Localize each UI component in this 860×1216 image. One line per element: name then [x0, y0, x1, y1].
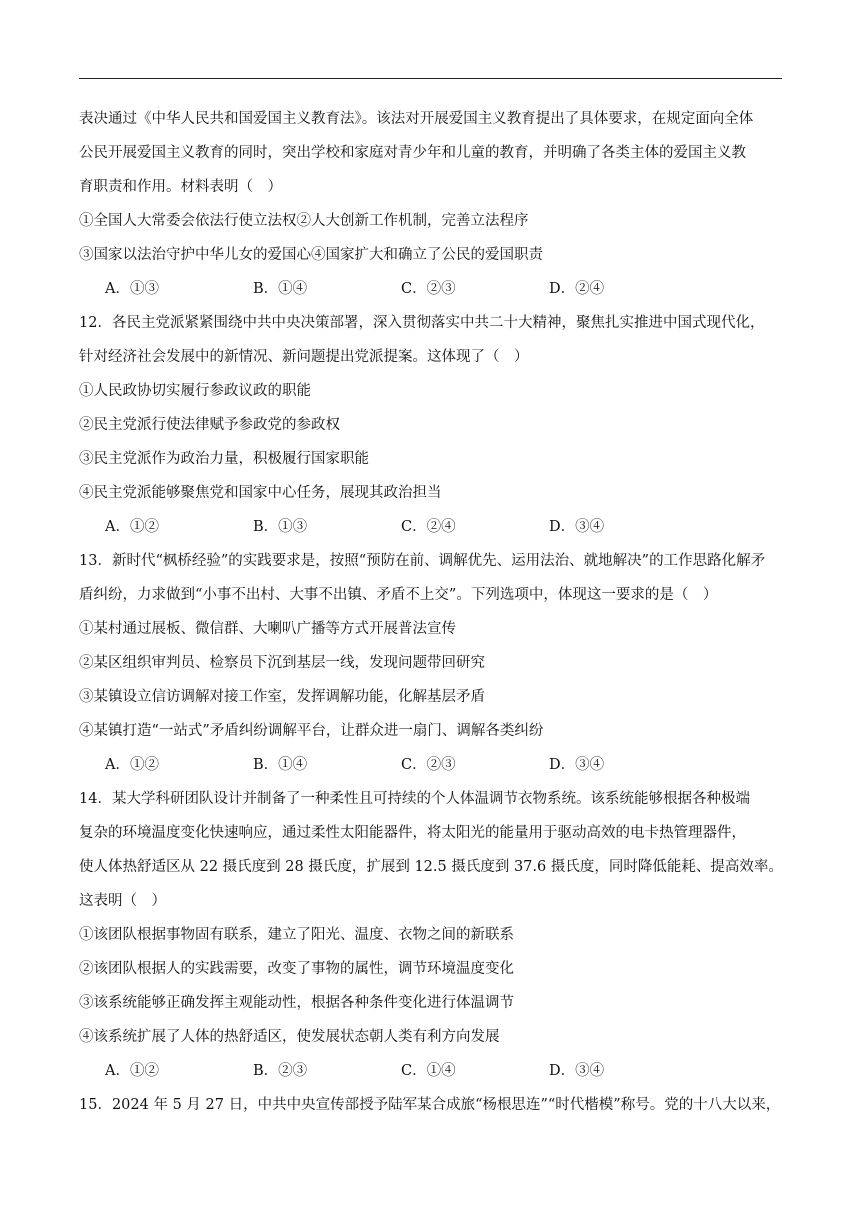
question-11: [79, 102, 784, 306]
question-text-line: 使人体热舒适区从 22 摄氏度到 28 摄氏度，扩展到 12.5 摄氏度到 37.6 摄氏度，同时降低能耗、提高效率。: [79, 859, 783, 875]
option-a: A．①②: [105, 519, 159, 535]
answer-options: [79, 272, 784, 306]
option-b: B．①④: [253, 281, 308, 297]
option-a: A．①③: [105, 281, 159, 297]
option-b: B．②③: [253, 1063, 308, 1079]
statement-line: ②该团队根据人的实践需要，改变了事物的属性，调节环境温度变化: [79, 961, 514, 977]
question-text-line: 针对经济社会发展中的新情况、新问题提出党派提案。这体现了（ ）: [79, 349, 529, 365]
statement-line: ③民主党派作为政治力量，积极履行国家职能: [79, 451, 369, 467]
statement-line: ①该团队根据事物固有联系，建立了阳光、温度、衣物之间的新联系: [79, 927, 514, 943]
question-14: [79, 782, 784, 1088]
statement-line: ③某镇设立信访调解对接工作室，发挥调解功能，化解基层矛盾: [79, 689, 485, 705]
answer-options: [79, 748, 784, 782]
option-c: C．①④: [401, 1063, 456, 1079]
statement-line: ①全国人大常委会依法行使立法权②人大创新工作机制，完善立法程序: [79, 213, 529, 229]
option-a: A．①②: [105, 757, 159, 773]
statement-line: ④该系统扩展了人体的热舒适区，使发展状态朝人类有利方向发展: [79, 1029, 500, 1045]
question-text-line: 育职责和作用。材料表明（ ）: [79, 179, 282, 195]
statement-line: ③国家以法治守护中华儿女的爱国心④国家扩大和确立了公民的爱国职责: [79, 247, 543, 263]
option-c: C．②④: [401, 519, 456, 535]
answer-options: [79, 1054, 784, 1088]
question-15: [79, 1088, 784, 1122]
question-text-line: 12．各民主党派紧紧围绕中共中央决策部署，深入贯彻落实中共二十大精神，聚焦扎实推进中国式现代化，: [79, 315, 765, 331]
answer-options: [79, 510, 784, 544]
statement-line: ④某镇打造“一站式”矛盾纠纷调解平台，让群众进一扇门、调解各类纠纷: [79, 723, 544, 739]
question-text-line: 14．某大学科研团队设计并制备了一种柔性且可持续的个人体温调节衣物系统。该系统能够根据各种极端: [79, 791, 750, 807]
option-b: B．①④: [253, 757, 308, 773]
option-d: D．③④: [549, 519, 605, 535]
question-text-line: 盾纠纷，力求做到“小事不出村、大事不出镇、矛盾不上交”。下列选项中，体现这一要求的是（ ）: [79, 587, 718, 603]
option-a: A．①②: [105, 1063, 159, 1079]
question-content: [79, 102, 784, 1122]
question-12: [79, 306, 784, 544]
question-text-line: 13．新时代“枫桥经验”的实践要求是，按照“预防在前、调解优先、运用法治、就地解决”的工作思路化解矛: [79, 553, 766, 569]
question-13: [79, 544, 784, 782]
statement-line: ②某区组织审判员、检察员下沉到基层一线，发现问题带回研究: [79, 655, 485, 671]
statement-line: ③该系统能够正确发挥主观能动性，根据各种条件变化进行体温调节: [79, 995, 514, 1011]
option-d: D．③④: [549, 1063, 605, 1079]
question-text-line: 公民开展爱国主义教育的同时，突出学校和家庭对青少年和儿童的教育，并明确了各类主体的爱国主义教: [79, 145, 746, 161]
question-text-line: 15．2024 年 5 月 27 日，中共中央宣传部授予陆军某合成旅“杨根思连”“时代楷模”称号。党的十八大以来，: [79, 1097, 781, 1113]
option-b: B．①③: [253, 519, 308, 535]
question-text-line: 表决通过《中华人民共和国爱国主义教育法》。该法对开展爱国主义教育提出了具体要求，在规定面向全体: [79, 111, 754, 127]
header-rule: [79, 78, 782, 79]
option-c: C．②③: [401, 281, 456, 297]
option-d: D．③④: [549, 757, 605, 773]
option-d: D．②④: [549, 281, 605, 297]
statement-line: ②民主党派行使法律赋予参政党的参政权: [79, 417, 340, 433]
question-text-line: 这表明（ ）: [79, 893, 166, 909]
statement-line: ①某村通过展板、微信群、大喇叭广播等方式开展普法宣传: [79, 621, 456, 637]
question-text-line: 复杂的环境温度变化快速响应，通过柔性太阳能器件，将太阳光的能量用于驱动高效的电卡热管理器件，: [79, 825, 746, 841]
option-c: C．②③: [401, 757, 456, 773]
statement-line: ④民主党派能够聚焦党和国家中心任务，展现其政治担当: [79, 485, 442, 501]
statement-line: ①人民政协切实履行参政议政的职能: [79, 383, 311, 399]
